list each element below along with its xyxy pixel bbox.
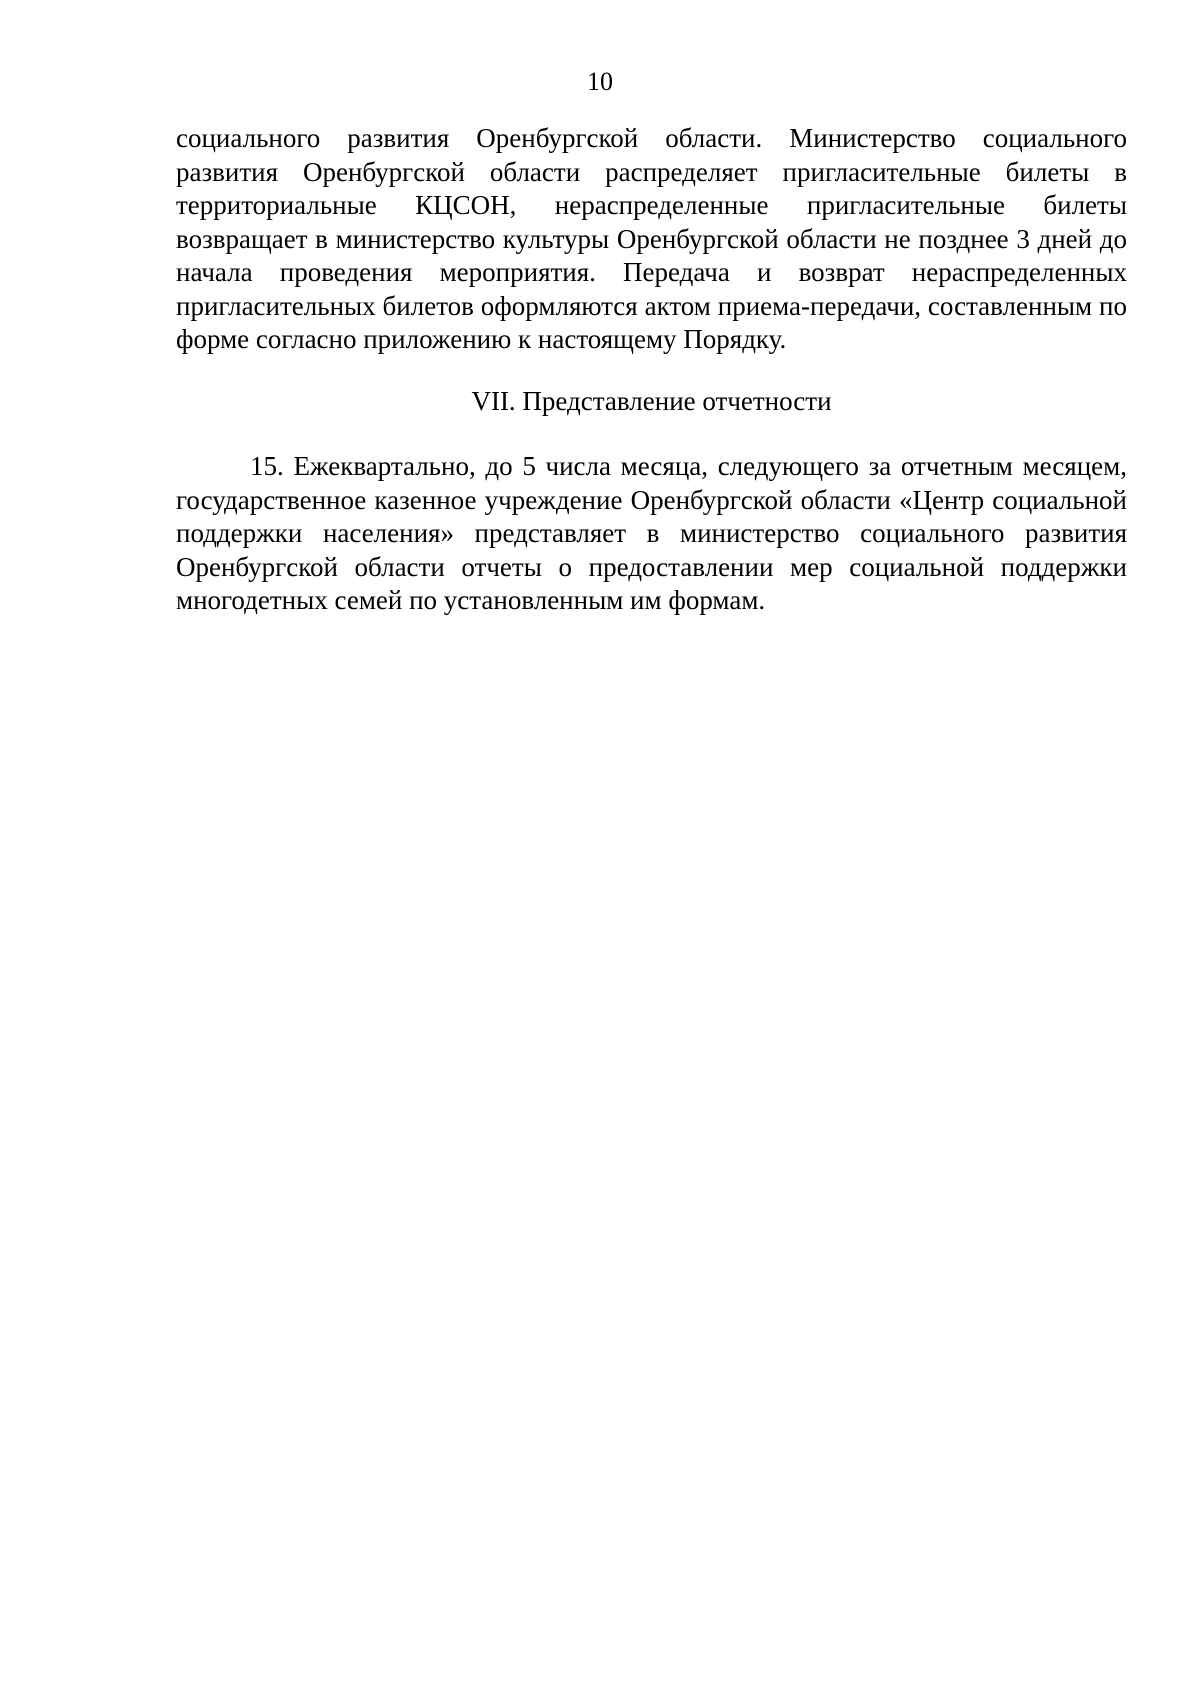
page-number: 10 xyxy=(587,67,613,96)
section-heading: VII. Представление отчетности xyxy=(471,386,832,416)
paragraph-continuation: социального развития Оренбургской области. Министерство социального развития Оренбургской области распределяет пригласительные билеты в территориальные КЦСОН, нераспределенные пригласительные билеты возвращает в министерство культуры Оренбургской области не позднее 3 дней до начала проведения мероприятия. Передача и возврат нераспределенных пригласительных билетов оформляются актом приема-передачи, составленным по форме согласно приложению к настоящему Порядку. xyxy=(176,123,1127,354)
paragraph-15: 15. Ежеквартально, до 5 числа месяца, следующего за отчетным месяцем, государственное казенное учреждение Оренбургской области «Центр социальной поддержки населения» представляет в министерство социального развития Оренбургской области отчеты о предоставлении мер социальной поддержки многодетных семей по установленным им формам. xyxy=(176,451,1127,615)
